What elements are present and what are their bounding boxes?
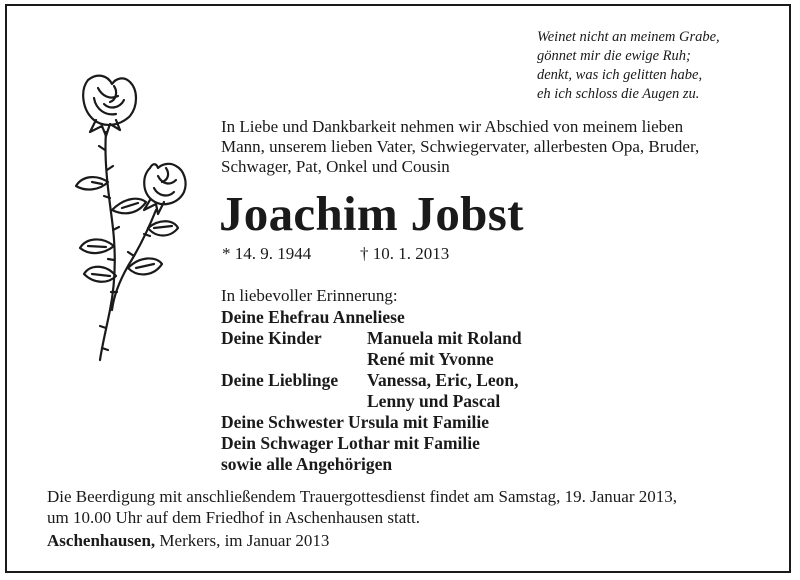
intro-text <box>221 117 761 177</box>
family-line <box>221 307 405 328</box>
place-town: Aschenhausen, <box>47 531 156 550</box>
funeral-line: um 10.00 Uhr auf dem Friedhof in Aschenhausen statt. <box>47 508 420 527</box>
family-label: Deine Lieblinge <box>221 370 339 390</box>
family-line <box>221 370 519 391</box>
rose-icon <box>58 70 208 370</box>
family-names: Vanessa, Eric, Leon, <box>367 370 519 390</box>
poem-line: eh ich schloss die Augen zu. <box>537 86 700 102</box>
intro-line: Mann, unserem lieben Vater, Schwiegervater, allerbesten Opa, Bruder, <box>221 137 700 156</box>
intro-line: Schwager, Pat, Onkel und Cousin <box>221 157 450 176</box>
family-label: sowie alle Angehörigen <box>221 454 393 474</box>
poem-line: gönnet mir die ewige Ruh; <box>537 48 691 64</box>
birth-date: * 14. 9. 1944 <box>222 244 312 263</box>
family-names: René mit Yvonne <box>367 349 494 369</box>
death-date: † 10. 1. 2013 <box>360 244 450 263</box>
family-label: Deine Schwester Ursula mit Familie <box>221 412 489 432</box>
family-names: Manuela mit Roland <box>367 328 522 348</box>
poem <box>537 28 777 104</box>
family-line <box>221 412 489 433</box>
funeral-notice <box>47 486 767 528</box>
memory-title: In liebevoller Erinnerung: <box>221 286 398 305</box>
place-rest: Merkers, im Januar 2013 <box>155 531 330 550</box>
place-date <box>47 530 329 551</box>
family-line <box>221 328 522 349</box>
family-line <box>221 433 480 454</box>
family-label: Dein Schwager Lothar mit Familie <box>221 433 480 453</box>
poem-line: Weinet nicht an meinem Grabe, <box>537 29 720 45</box>
life-dates <box>222 244 450 264</box>
deceased-name: Joachim Jobst <box>219 186 524 241</box>
poem-line: denkt, was ich gelitten habe, <box>537 67 703 83</box>
family-label: Deine Kinder <box>221 328 322 348</box>
family-names: Lenny und Pascal <box>367 391 501 411</box>
family-line <box>221 454 392 475</box>
family-label: Deine Ehefrau Anneliese <box>221 307 405 327</box>
funeral-line: Die Beerdigung mit anschließendem Trauergottesdienst findet am Samstag, 19. Januar 2013, <box>47 487 677 506</box>
intro-line: In Liebe und Dankbarkeit nehmen wir Abschied von meinem lieben <box>221 117 684 136</box>
